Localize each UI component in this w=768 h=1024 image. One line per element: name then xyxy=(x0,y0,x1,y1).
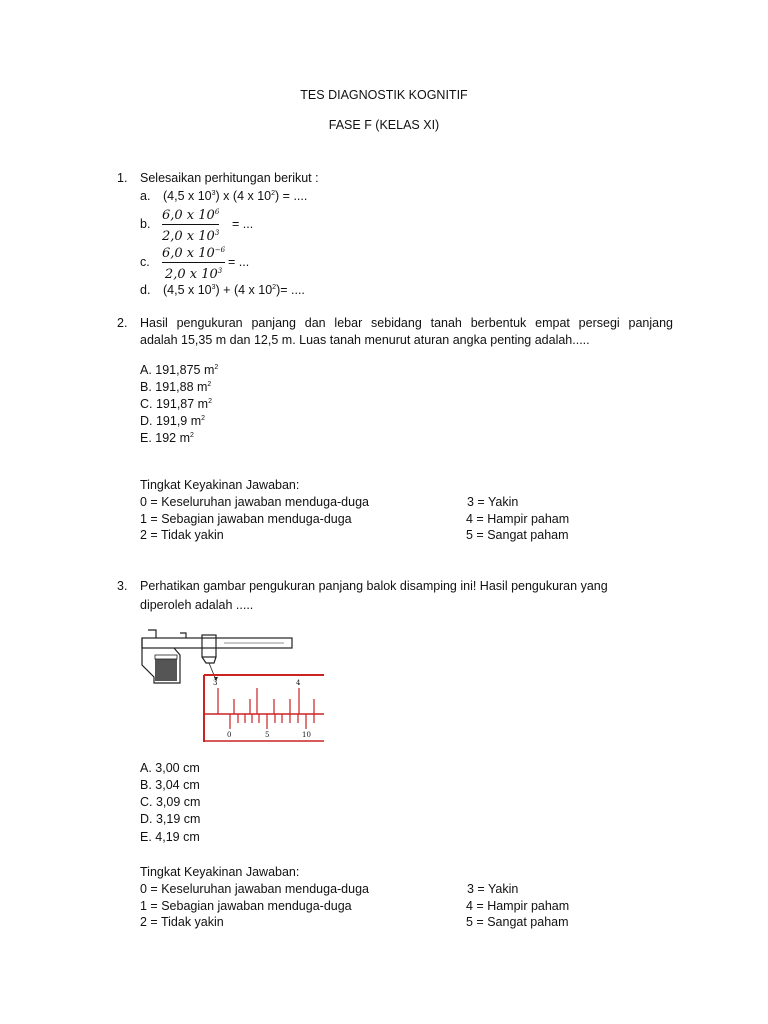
answer-option: C. 3,09 cm xyxy=(140,795,201,809)
answer-option: B. 191,88 $m^2$ xyxy=(140,380,212,394)
confidence-level: 1 = Sebagian jawaban menduga-duga xyxy=(140,899,352,913)
confidence-level: 4 = Hampir paham xyxy=(466,512,570,526)
vernier-scale-label: 10 xyxy=(302,731,311,739)
magnified-scale xyxy=(204,675,324,742)
confidence-level: 2 = Tidak yakin xyxy=(140,915,224,929)
answer-option: A. 3,00 cm xyxy=(140,761,200,775)
answer-option: C. 191,87 $m^2$ xyxy=(140,397,212,411)
confidence-level: 4 = Hampir paham xyxy=(466,899,570,913)
vernier-scale-label: 5 xyxy=(265,731,270,739)
question-text-line: diperoleh adalah ..... xyxy=(140,598,254,612)
page-title: TES DIAGNOSTIK KOGNITIF xyxy=(300,88,468,102)
fraction-b: 6,0 x $10^6$ 2,0 x $10^3$ xyxy=(162,208,220,244)
option-label: a. xyxy=(140,189,151,203)
main-scale-label: 4 xyxy=(296,679,301,687)
confidence-level: 2 = Tidak yakin xyxy=(140,528,224,542)
confidence-level: 5 = Sangat paham xyxy=(466,528,569,542)
confidence-level: 0 = Keseluruhan jawaban menduga-duga xyxy=(140,495,369,509)
page-subtitle: FASE F (KELAS XI) xyxy=(328,118,440,132)
main-scale-label: 3 xyxy=(213,679,218,687)
answer-option: D. 191,9 $m^2$ xyxy=(140,414,206,428)
answer-option: D. 3,19 cm xyxy=(140,812,201,826)
option-label: c. xyxy=(140,255,150,269)
expression-d: (4,5 x $10^3) + (4$ x $10^2)=$ .... xyxy=(163,283,305,297)
confidence-heading: Tingkat Keyakinan Jawaban: xyxy=(140,865,300,879)
option-label: d. xyxy=(140,283,151,297)
question-number: 3. xyxy=(117,579,128,593)
confidence-level: 3 = Yakin xyxy=(467,882,519,896)
answer-option: E. 192 $m^2$ xyxy=(140,431,194,445)
expression-tail: = ... xyxy=(228,255,250,269)
fraction-c: 6,0 x $10^{-6}$ 2,0 x $10^3$ xyxy=(162,246,226,282)
question-text-line: adalah 15,35 m dan 12,5 m. Luas tanah menurut aturan angka penting adalah..... xyxy=(140,333,590,347)
confidence-level: 0 = Keseluruhan jawaban menduga-duga xyxy=(140,882,369,896)
vernier-scale-label: 0 xyxy=(227,731,232,739)
answer-option: A. 191,875 $m^2$ xyxy=(140,363,219,377)
expression-a: (4,5 x $10^3$) x (4 x $10^2$) = .... xyxy=(163,189,308,203)
question-prompt: Selesaikan perhitungan berikut : xyxy=(140,171,319,185)
confidence-level: 3 = Yakin xyxy=(467,495,519,509)
question-text-line: Hasil pengukuran panjang dan lebar sebidang tanah berbentuk empat persegi panjang xyxy=(140,316,673,330)
confidence-level: 5 = Sangat paham xyxy=(466,915,569,929)
expression-tail: = ... xyxy=(232,217,254,231)
question-number: 2. xyxy=(117,316,128,330)
question-text-line: Perhatikan gambar pengukuran panjang balok disamping ini! Hasil pengukuran yang xyxy=(140,579,608,593)
option-label: b. xyxy=(140,217,151,231)
vernier-caliper-figure xyxy=(134,625,329,745)
answer-option: E. 4,19 cm xyxy=(140,830,200,844)
question-number: 1. xyxy=(117,171,128,185)
confidence-heading: Tingkat Keyakinan Jawaban: xyxy=(140,478,300,492)
answer-option: B. 3,04 cm xyxy=(140,778,200,792)
confidence-level: 1 = Sebagian jawaban menduga-duga xyxy=(140,512,352,526)
